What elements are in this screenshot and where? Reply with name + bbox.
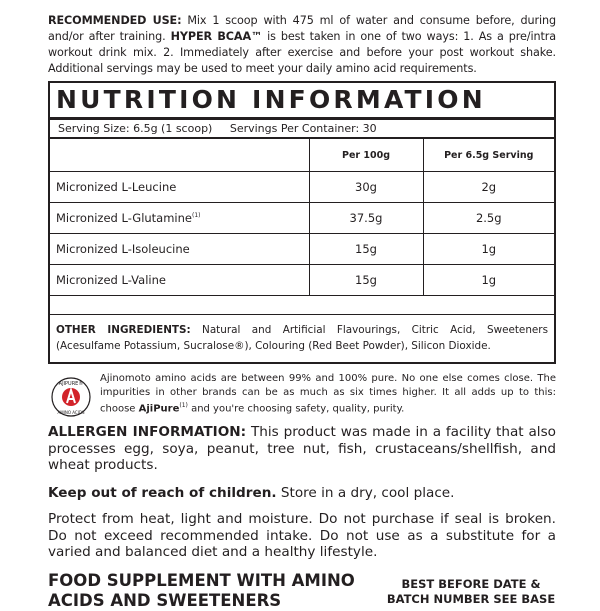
column-header-blank bbox=[50, 139, 309, 172]
ingredient-name-text: Micronized L-Glutamine bbox=[56, 211, 192, 225]
table-row bbox=[50, 203, 554, 234]
ajipure-brand-sup: (1) bbox=[179, 402, 188, 409]
serving-size: Serving Size: 6.5g (1 scoop) bbox=[58, 122, 213, 135]
ajipure-logo-bottom: AMINO ACIDS bbox=[57, 410, 85, 415]
column-header-per-serving: Per 6.5g Serving bbox=[423, 139, 554, 172]
food-supplement-heading: FOOD SUPPLEMENT WITH AMINO ACIDS AND SWEETENERS bbox=[48, 570, 355, 610]
recommended-use-text2: is best taken in one of two ways: 1. As a pre/intra workout drink mix. 2. Immediately after exercise and before your post workout shake. Additional servings may be used to meet your daily amino acid requirements. bbox=[48, 30, 556, 75]
ingredient-name bbox=[50, 203, 309, 234]
other-ingredients-label: OTHER INGREDIENTS: bbox=[56, 324, 191, 336]
ingredient-name-text: Micronized L-Isoleucine bbox=[56, 242, 190, 256]
keep-text: Store in a dry, cool place. bbox=[276, 484, 455, 501]
ingredient-name bbox=[50, 234, 309, 265]
ingredient-name bbox=[50, 172, 309, 203]
allergen-info bbox=[48, 424, 556, 474]
nutrition-title: NUTRITION INFORMATION bbox=[50, 83, 554, 120]
recommended-use-text1: Mix 1 scoop with 475 ml of water and consume before, during and/or after training. bbox=[48, 14, 556, 43]
servings-per-container: Servings Per Container: 30 bbox=[229, 122, 377, 135]
footnote-marker: (1) bbox=[192, 212, 201, 220]
ajipure-text2: and you're choosing safety, quality, purity. bbox=[187, 403, 405, 415]
table-row bbox=[50, 234, 554, 265]
table-row bbox=[50, 265, 554, 296]
product-name: HYPER BCAA™ bbox=[170, 30, 263, 43]
nutrition-box bbox=[48, 81, 556, 364]
ingredient-name-text: Micronized L-Valine bbox=[56, 273, 166, 287]
nutrition-table bbox=[50, 138, 554, 314]
ajipure-logo-icon bbox=[50, 376, 92, 418]
per-serving-value: 2.5g bbox=[423, 203, 554, 234]
recommended-use-label: RECOMMENDED USE: bbox=[48, 14, 182, 27]
ajipure-text bbox=[100, 372, 556, 418]
table-row bbox=[50, 172, 554, 203]
allergen-label: ALLERGEN INFORMATION: bbox=[48, 424, 247, 440]
footer bbox=[48, 571, 556, 611]
other-ingredients bbox=[50, 314, 554, 362]
ajipure-brand: AjiPure bbox=[138, 403, 180, 415]
ajipure-section bbox=[48, 372, 556, 418]
column-header-per-100g: Per 100g bbox=[309, 139, 423, 172]
protect-warning: Protect from heat, light and moisture. Do not purchase if seal is broken. Do not exceed recommended intake. Do not use as a substitute for a varied and balanced diet and a healthy lifestyle. bbox=[48, 511, 556, 560]
per-100g-value: 15g bbox=[309, 265, 423, 296]
keep-label: Keep out of reach of children. bbox=[48, 484, 277, 501]
keep-out-of-reach bbox=[48, 485, 556, 502]
other-ingredients-text: Natural and Artificial Flavourings, Citric Acid, Sweeteners (Acesulfame Potassium, Sucralose®), Colouring (Red Beet Powder), Silicon Dioxide. bbox=[56, 324, 548, 352]
allergen-text: This product was made in a facility that also processes egg, soya, peanut, tree nut, fish, crustaceans/shellfish, and wheat products. bbox=[48, 424, 556, 473]
table-header-row bbox=[50, 139, 554, 172]
best-before-note: BEST BEFORE DATE & BATCH NUMBER SEE BASE bbox=[386, 576, 556, 606]
recommended-use bbox=[48, 13, 556, 77]
ajipure-text1: Ajinomoto amino acids are between 99% and 100% pure. No one else comes close. The impurities in other brands can be as much as six times higher. It all adds up to this: choose bbox=[100, 373, 556, 415]
label-panel bbox=[48, 0, 556, 611]
per-serving-value: 2g bbox=[423, 172, 554, 203]
ingredient-name bbox=[50, 265, 309, 296]
per-serving-value: 1g bbox=[423, 265, 554, 296]
per-serving-value: 1g bbox=[423, 234, 554, 265]
spacer-row bbox=[50, 296, 554, 315]
serving-info bbox=[50, 120, 554, 138]
per-100g-value: 30g bbox=[309, 172, 423, 203]
per-100g-value: 15g bbox=[309, 234, 423, 265]
per-100g-value: 37.5g bbox=[309, 203, 423, 234]
ajipure-logo-top: AJIPURE® bbox=[58, 381, 84, 387]
ingredient-name-text: Micronized L-Leucine bbox=[56, 180, 177, 194]
